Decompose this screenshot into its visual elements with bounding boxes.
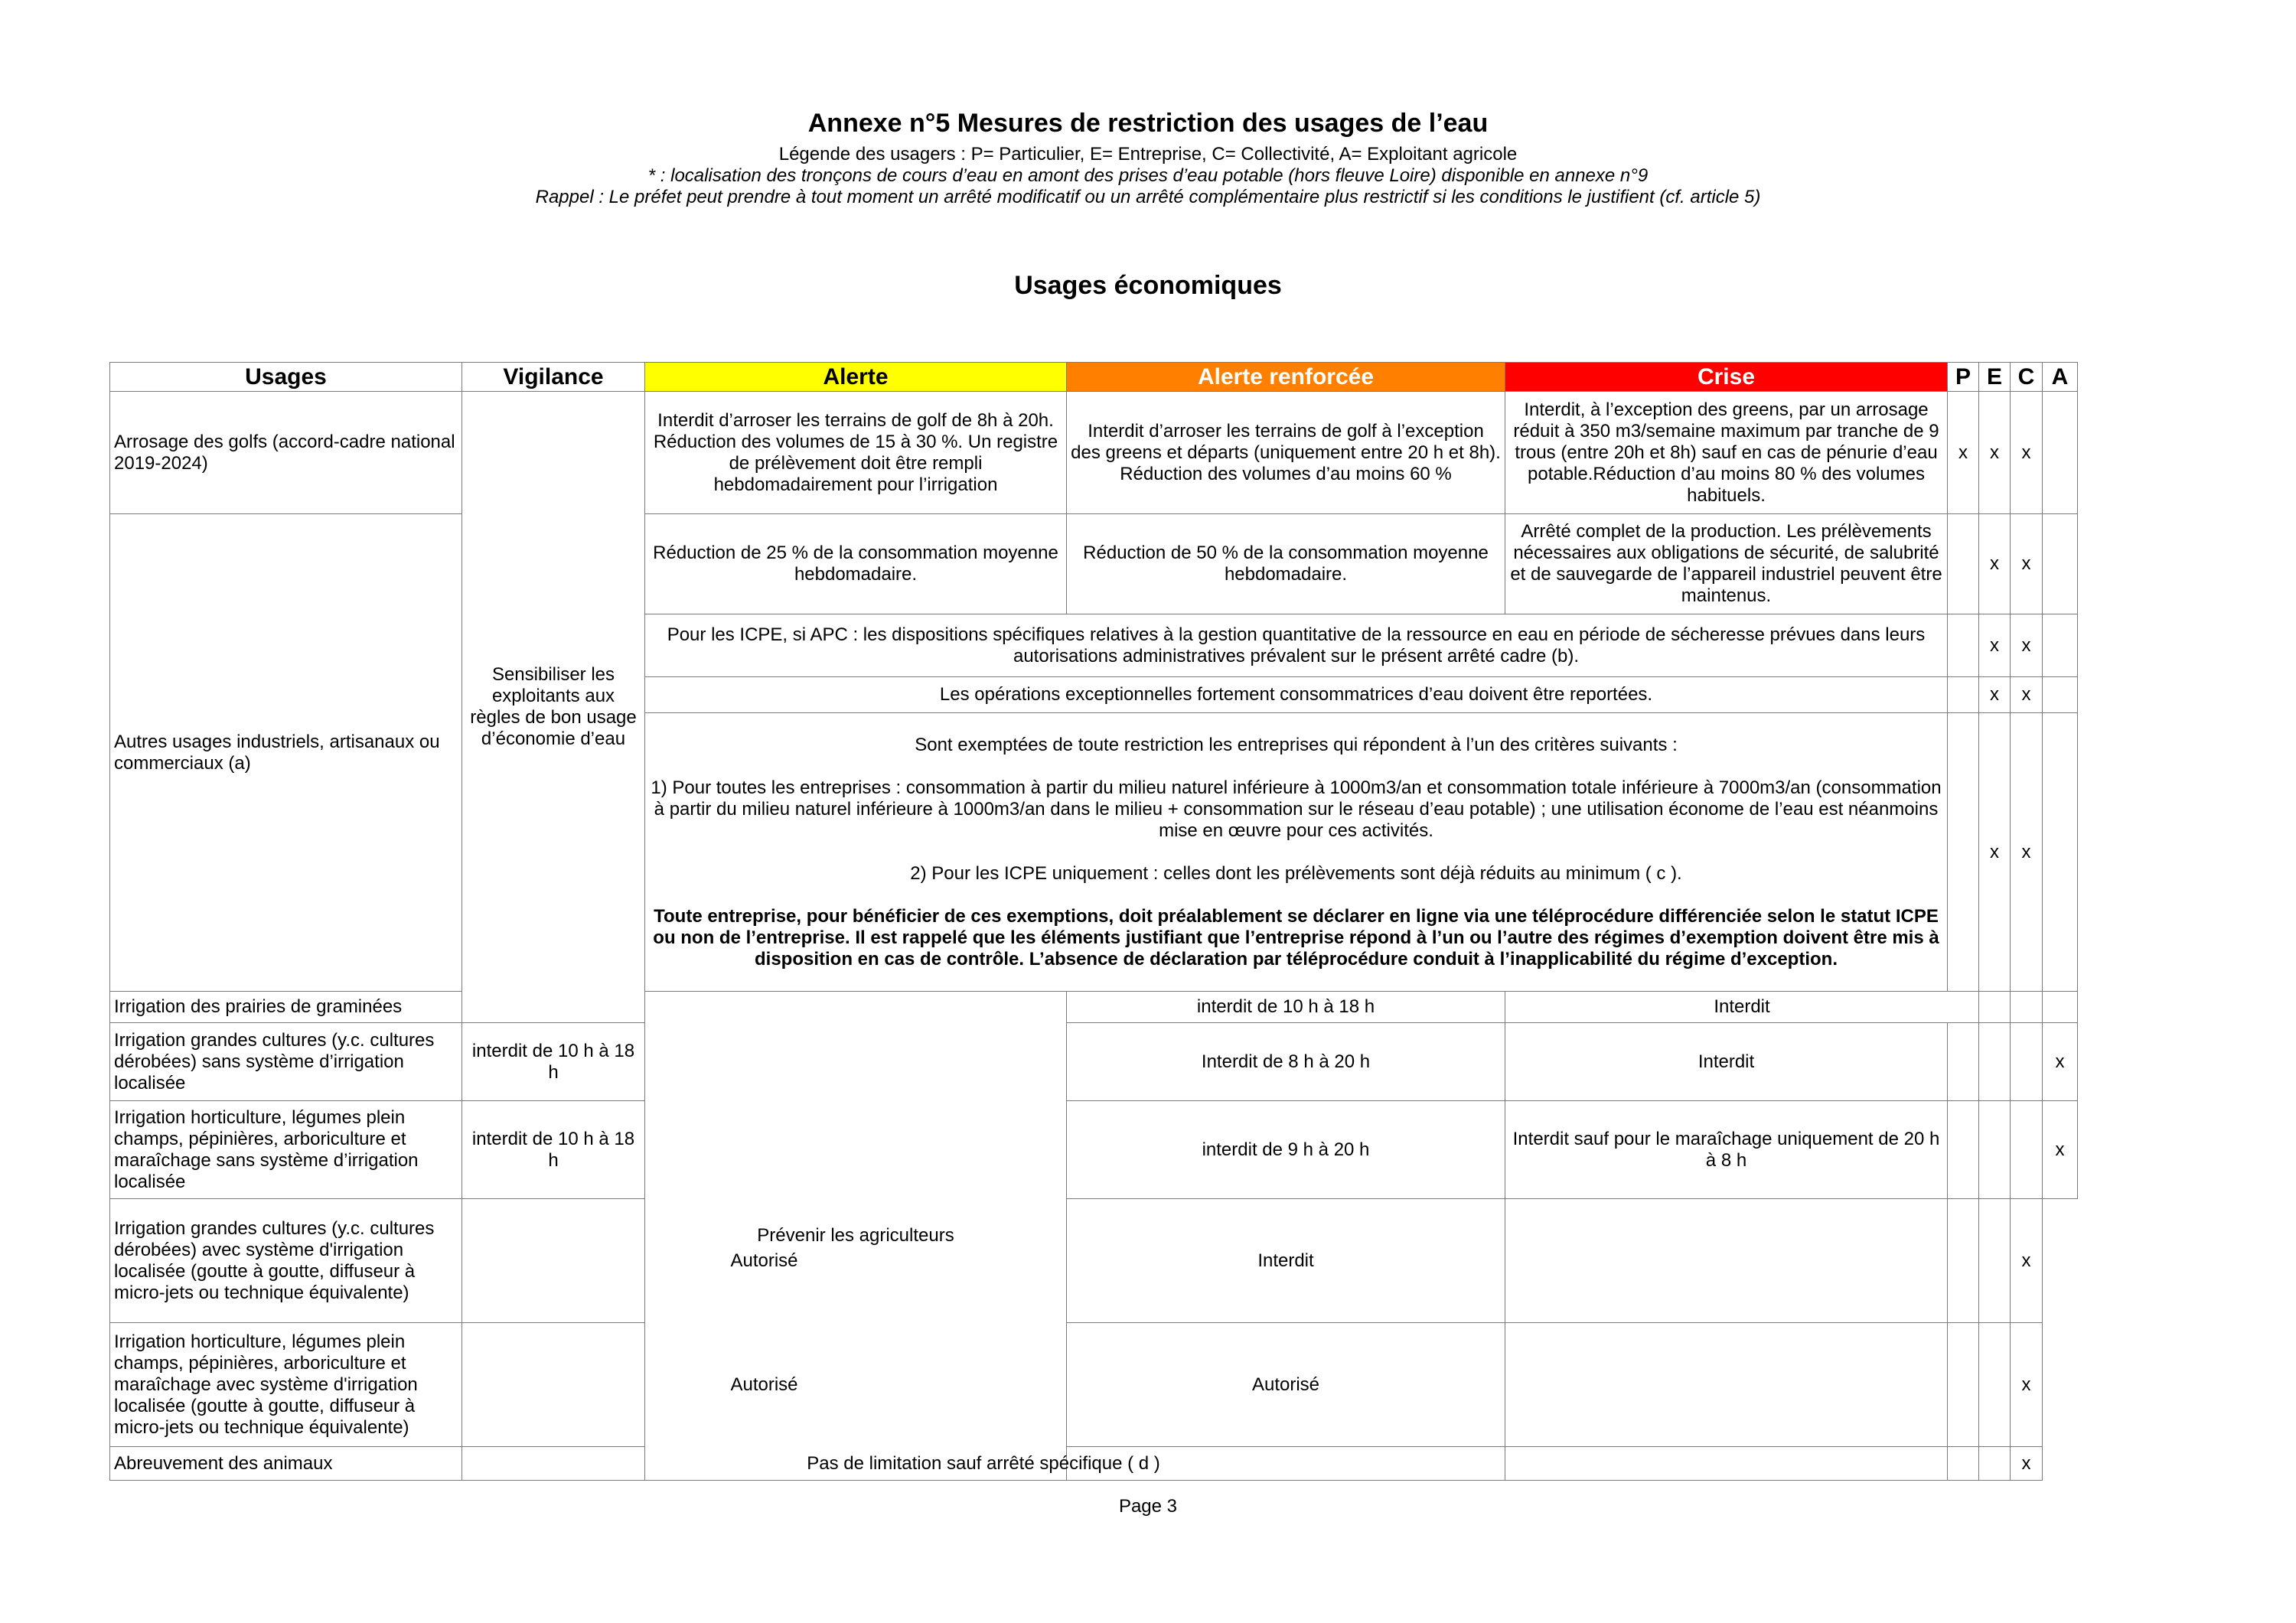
horticulture-a: x [2043,1101,2078,1199]
grandes-cultures-localisee-p [1505,1199,1948,1323]
note-star: * : localisation des tronçons de cours d’eau en amont des prises d’eau potable (hors fleuve Loire) disponible en annexe n°9 [647,165,1649,186]
industriels-r3-p [1948,677,1979,713]
industriels-r2-c: x [2011,614,2043,677]
horticulture-localisee-c [1979,1323,2011,1447]
prairies-alerte: interdit de 10 h à 18 h [1067,992,1505,1023]
industriels-r2-e: x [1979,614,2011,677]
industriels-r1-p [1948,514,1979,614]
restrictions-table [109,362,2078,1481]
grandes-cultures-localisee-a: x [2011,1199,2043,1323]
industriels-r4-p [1948,713,1979,992]
usage-industriels: Autres usages industriels, artisanaux ou commerciaux (a) [110,514,462,992]
grandes-cultures-alerte: interdit de 10 h à 18 h [462,1023,645,1101]
header-alerte: Alerte [645,363,1067,392]
grandes-cultures-p [1948,1023,1979,1101]
industriels-alerte: Réduction de 25 % de la consommation moyenne hebdomadaire. [645,514,1067,614]
exemptions-intro: Sont exemptées de toute restriction les entreprises qui répondent à l’un des critères suivants : [915,734,1678,755]
industriels-r3-e: x [1979,677,2011,713]
horticulture-localisee-p [1505,1323,1948,1447]
table-row-horticulture-localisee [110,1323,2078,1447]
horticulture-alerte: interdit de 10 h à 18 h [462,1101,645,1199]
usage-grandes-cultures-localisee: Irrigation grandes cultures (y.c. cultures dérobées) avec système d'irrigation localisée (goutte à goutte, diffuseur à micro-jets ou technique équivalente) [110,1199,462,1323]
golf-a [2043,392,2078,514]
table-row-golf [110,392,2078,514]
golf-alerte: Interdit d’arroser les terrains de golf de 8h à 20h. Réduction des volumes de 15 à 30 %. Un registre de prélèvement doit être rempli hebdomadairement pour l’irrigation [645,392,1067,514]
usage-horticulture: Irrigation horticulture, légumes plein champs, pépinières, arboriculture et maraîchage sans système d’irrigation localisée [110,1101,462,1199]
grandes-cultures-c [2011,1023,2043,1101]
industriels-r2-a [2043,614,2078,677]
table-row-grandes-cultures [110,1023,2078,1101]
horticulture-c [2011,1101,2043,1199]
usage-horticulture-localisee: Irrigation horticulture, légumes plein champs, pépinières, arboriculture et maraîchage avec système d'irrigation localisée (goutte à goutte, diffuseur à micro-jets ou technique équivalente) [110,1323,462,1447]
industriels-r3-a [2043,677,2078,713]
vigilance-industrie: Sensibiliser les exploitants aux règles de bon usage d’économie d’eau [462,392,645,1023]
horticulture-crise: Interdit sauf pour le maraîchage uniquement de 20 h à 8 h [1505,1101,1948,1199]
abreuvement-p [1505,1447,1948,1481]
grandes-cultures-localisee-e [1948,1199,1979,1323]
header-vigilance: Vigilance [462,363,645,392]
grandes-cultures-crise: Interdit [1505,1023,1948,1101]
industriels-r1-a [2043,514,2078,614]
header-c: C [2011,363,2043,392]
exemptions-point-2: 2) Pour les ICPE uniquement : celles dont les prélèvements sont déjà réduits au minimum ( c ). [910,862,1682,884]
header-row [110,363,2078,392]
grandes-cultures-a: x [2043,1023,2078,1101]
industriels-r3-c: x [2011,677,2043,713]
header-a: A [2043,363,2078,392]
grandes-cultures-alerte-renforcee: Interdit de 8 h à 20 h [1067,1023,1505,1101]
note-rappel: Rappel : Le préfet peut prendre à tout moment un arrêté modificatif ou un arrêté complémentaire plus restrictif si les conditions le justifient (cf. article 5) [535,187,1761,207]
horticulture-localisee-alerte-renforcee: Autorisé [462,1323,1067,1447]
industriels-exemptions-cell [645,713,1948,992]
table-row-abreuvement [110,1447,2078,1481]
page-number: Page 3 [1118,1496,1178,1517]
abreuvement-all: Pas de limitation sauf arrêté spécifique ( d ) [462,1447,1505,1481]
usage-golf: Arrosage des golfs (accord-cadre national 2019-2024) [110,392,462,514]
header-p: P [1948,363,1979,392]
table-row-industriels-reduction [110,514,2078,614]
grandes-cultures-localisee-alerte-renforcee: Autorisé [462,1199,1067,1323]
industriels-r4-c: x [2011,713,2043,992]
industriels-icpe-text: Pour les ICPE, si APC : les dispositions spécifiques relatives à la gestion quantitative de la ressource en eau en période de sécheresse prévues dans leurs autorisations administratives prévalent sur le présent arrêté cadre (b). [645,614,1948,677]
grandes-cultures-localisee-c [1979,1199,2011,1323]
table-row-horticulture [110,1101,2078,1199]
exemptions-point-1: 1) Pour toutes les entreprises : consommation à partir du milieu naturel inférieure à 1000m3/an et consommation totale inférieure à 7000m3/an (consommation à partir du milieu naturel inférieure à 1000m3/an dans le milieu + consommation sur le réseau d’eau potable) ; une utilisation économe de l’eau est néanmoins mise en œuvre pour ces activités. [651,777,1942,841]
legend-line: Légende des usagers : P= Particulier, E= Entreprise, C= Collectivité, A= Exploitant agricole [778,144,1518,165]
golf-e: x [1979,392,2011,514]
abreuvement-a: x [2011,1447,2043,1481]
usage-abreuvement: Abreuvement des animaux [110,1447,462,1481]
horticulture-p [1948,1101,1979,1199]
industriels-alerte-renforcee: Réduction de 50 % de la consommation moyenne hebdomadaire. [1067,514,1505,614]
horticulture-localisee-a: x [2011,1323,2043,1447]
golf-alerte-renforcee: Interdit d’arroser les terrains de golf à l’exception des greens et départs (uniquement entre 20 h et 8h). Réduction des volumes d’au moins 60 % [1067,392,1505,514]
header-alerte-renforcee: Alerte renforcée [1067,363,1505,392]
grandes-cultures-localisee-crise: Interdit [1067,1199,1505,1323]
horticulture-localisee-e [1948,1323,1979,1447]
prairies-p [1979,992,2011,1023]
golf-crise: Interdit, à l’exception des greens, par un arrosage réduit à 350 m3/semaine maximum par tranche de 9 trous (entre 20h et 8h) sauf en cas de pénurie d’eau potable.Réduction d’au moins 80 % des volumes habituels. [1505,392,1948,514]
exemptions-declaration: Toute entreprise, pour bénéficier de ces exemptions, doit préalablement se déclarer en ligne via une téléprocédure différenciée selon le statut ICPE ou non de l’entreprise. Il est rappelé que les éléments justifiant que l’entreprise répond à l’un ou l’autre des régimes d’exemption doivent être mis à disposition en cas de contrôle. L’absence de déclaration par téléprocédure conduit à l’inapplicabilité du régime d’exception. [653,905,1939,970]
prairies-e [2011,992,2043,1023]
vigilance-agriculture: Prévenir les agriculteurs [645,992,1067,1481]
industriels-crise: Arrêté complet de la production. Les prélèvements nécessaires aux obligations de sécurité, de salubrité et de sauvegarde de l’appareil industriel peuvent être maintenus. [1505,514,1948,614]
table-row-grandes-cultures-localisee [110,1199,2078,1323]
abreuvement-c [1979,1447,2011,1481]
usage-prairies: Irrigation des prairies de graminées [110,992,462,1023]
header-e: E [1979,363,2011,392]
horticulture-localisee-crise: Autorisé [1067,1323,1505,1447]
abreuvement-e [1948,1447,1979,1481]
horticulture-e [1979,1101,2011,1199]
prairies-c [2043,992,2078,1023]
golf-p: x [1948,392,1979,514]
grandes-cultures-e [1979,1023,2011,1101]
horticulture-alerte-renforcee: interdit de 9 h à 20 h [1067,1101,1505,1199]
header-usages: Usages [110,363,462,392]
header-crise: Crise [1505,363,1948,392]
page-title: Annexe n°5 Mesures de restriction des usages de l’eau [807,109,1489,138]
industriels-r4-a [2043,713,2078,992]
industriels-r1-c: x [2011,514,2043,614]
industriels-r1-e: x [1979,514,2011,614]
industriels-r4-e: x [1979,713,2011,992]
industriels-r2-p [1948,614,1979,677]
table-row-prairies [110,992,2078,1023]
golf-c: x [2011,392,2043,514]
industriels-operations-text: Les opérations exceptionnelles fortement consommatrices d’eau doivent être reportées. [645,677,1948,713]
prairies-renforcee-crise: Interdit [1505,992,1979,1023]
usage-grandes-cultures: Irrigation grandes cultures (y.c. cultures dérobées) sans système d’irrigation localisée [110,1023,462,1101]
section-subtitle: Usages économiques [1014,271,1282,300]
